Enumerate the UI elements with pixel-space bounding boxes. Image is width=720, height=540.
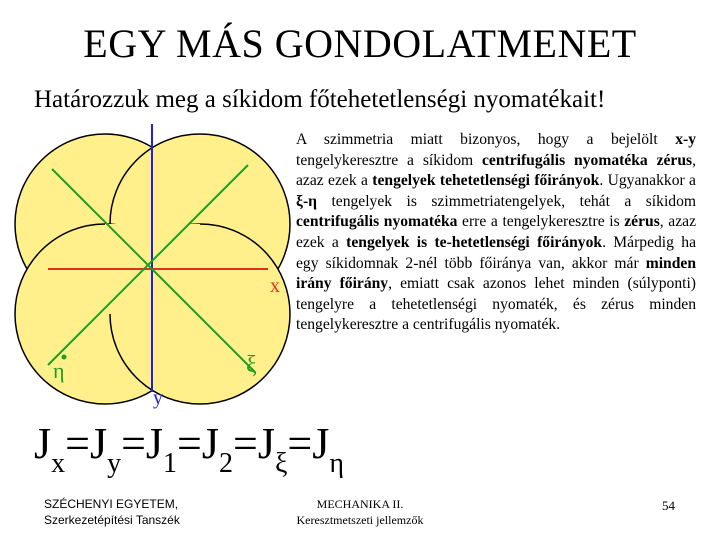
footer-course-topic: Keresztmetszeti jellemzők	[296, 513, 424, 527]
slide-subtitle: Határozzuk meg a síkidom főtehetetlenségi nyomatékait!	[34, 86, 606, 113]
formula-J: J	[34, 419, 52, 468]
formula-eq: =	[177, 419, 202, 468]
formula-eq: =	[287, 419, 313, 468]
formula-eq: =	[65, 419, 90, 468]
footer-university: SZÉCHENYI EGYETEM,	[44, 497, 179, 511]
xi-axis-label: ξ	[246, 352, 257, 378]
formula-J: J	[312, 419, 330, 468]
para-text: tengelyek is szimmetriatengelyek, tehát a síkidom	[317, 192, 696, 210]
para-text: A szimmetria miatt bizonyos, hogy a bejelölt	[296, 131, 676, 148]
eta-axis-label: η	[53, 358, 65, 383]
formula-J: J	[89, 419, 108, 468]
para-bold: tengelyek is te-hetetlenségi főirányok	[346, 233, 603, 251]
formula-sub-x: x	[51, 448, 66, 479]
para-text: . Ugyanakkor a	[599, 172, 696, 190]
para-text: , azaz ezek a	[296, 213, 696, 251]
para-bold: zérus	[624, 213, 660, 231]
para-bold: ξ-η	[296, 192, 317, 210]
formula-eq: =	[232, 419, 258, 468]
footer-course	[280, 496, 440, 528]
para-bold: centrifugális nyomatéka zérus	[482, 151, 693, 169]
formula-sub-xi: ξ	[274, 448, 288, 479]
slide-title: EGY MÁS GONDOLATMENET	[83, 21, 637, 66]
para-text: , emiatt csak azonos lehet minden (súlyponti) tengelyre a tehetetlenségi nyomaték, és zérus minden tengelykeresztre a centrifugális nyomaték.	[296, 275, 696, 334]
formula-sub-eta: η	[329, 448, 345, 479]
formula-J: J	[257, 419, 275, 468]
formula-sub-2: 2	[218, 448, 233, 479]
para-bold: centrifugális nyomatéka	[296, 213, 458, 231]
para-text: , azaz ezek a	[296, 151, 696, 190]
footer-department: Szerkezetépítési Tanszék	[44, 513, 180, 527]
para-bold: minden irány főirány	[296, 254, 696, 293]
para-text: erre a tengelykeresztre is	[457, 213, 625, 231]
formula-J: J	[145, 419, 164, 468]
page-number: 54	[662, 498, 675, 513]
moment-equality-formula	[34, 418, 344, 480]
footer-institution	[44, 496, 180, 528]
explanation-paragraph	[296, 130, 696, 336]
x-axis-label: x	[270, 275, 280, 297]
para-bold: tengelyek tehetetlenségi főirányok	[372, 172, 600, 190]
formula-sub-1: 1	[163, 448, 178, 479]
para-text: tengelykeresztre a síkidom	[296, 151, 483, 169]
formula-J: J	[201, 419, 219, 468]
para-bold: x-y	[675, 131, 696, 148]
para-text: . Márpedig ha egy síkidomnak 2-nél több főiránya van, akkor már	[296, 233, 696, 272]
footer-course-title: MECHANIKA II.	[316, 497, 404, 511]
formula-eq: =	[121, 419, 146, 468]
formula-sub-y: y	[107, 448, 122, 479]
y-axis-label: y	[153, 387, 163, 409]
